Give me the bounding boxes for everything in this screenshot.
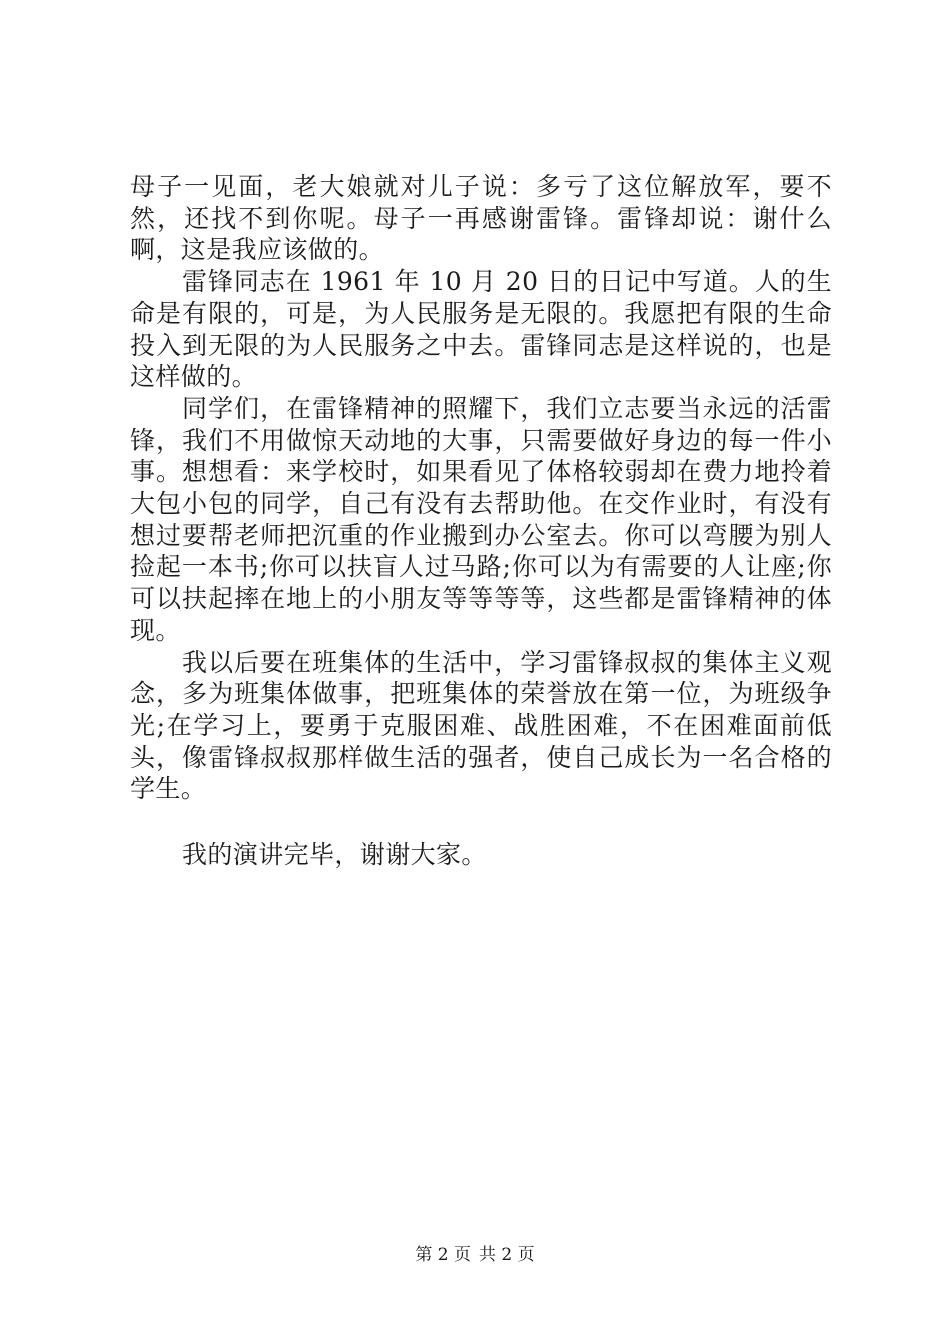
page-number: 第 2 页 xyxy=(415,1245,471,1265)
speech-body xyxy=(130,171,832,871)
page-total: 共 2 页 xyxy=(479,1245,535,1265)
closing-line: 我的演讲完毕，谢谢大家。 xyxy=(182,840,487,870)
paragraph-small-deeds: 同学们，在雷锋精神的照耀下，我们立志要当永远的活雷锋，我们不用做惊天动地的大事，只需要做好身边的每一件小事。想想看：来学校时，如果看见了体格较弱却在费力地拎着大包小包的同学，自己有没有去帮助他。在交作业时，有没有想过要帮老师把沉重的作业搬到办公室去。你可以弯腰为别人捡起一本书;你可以扶盲人过马路;你可以为有需要的人让座;你可以扶起摔在地上的小朋友等等等等，这些都是雷锋精神的体现。 xyxy=(130,393,832,645)
page-footer xyxy=(0,1244,950,1266)
paragraph-resolution: 我以后要在班集体的生活中，学习雷锋叔叔的集体主义观念，多为班集体做事，把班集体的荣誉放在第一位，为班级争光;在学习上，要勇于克服困难、战胜困难，不在困难面前低头，像雷锋叔叔那样做生活的强者，使自己成长为一名合格的学生。 xyxy=(130,647,832,804)
paragraph-continuation: 母子一见面，老大娘就对儿子说：多亏了这位解放军，要不然，还找不到你呢。母子一再感谢雷锋。雷锋却说：谢什么啊，这是我应该做的。 xyxy=(130,172,832,265)
paragraph-diary-quote: 雷锋同志在 1961 年 10 月 20 日的日记中写道。人的生命是有限的，可是，为人民服务是无限的。我愿把有限的生命投入到无限的为人民服务之中去。雷锋同志是这样说的，也是这样做的。 xyxy=(130,267,832,392)
